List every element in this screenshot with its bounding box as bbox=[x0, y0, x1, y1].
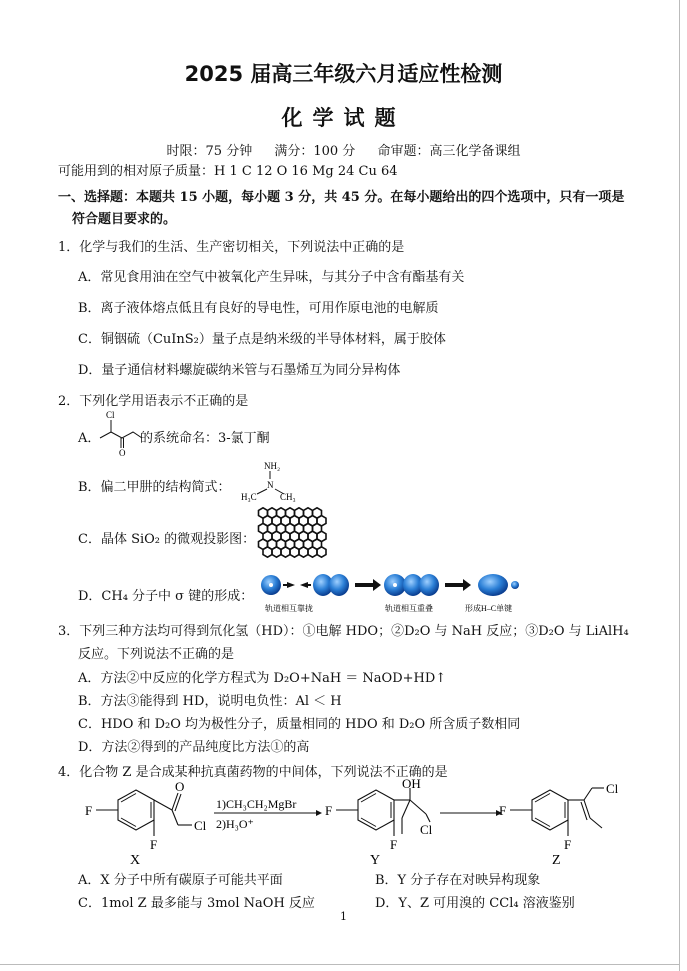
exam-title: 2025 届高三年级六月适应性检测 bbox=[184, 62, 503, 86]
question-3-stem-cont: 反应。下列说法不正确的是 bbox=[78, 647, 235, 662]
sio2-projection-lattice bbox=[258, 508, 324, 558]
q2-option-a-prefix: A． bbox=[78, 431, 101, 446]
q4-option-d: D．Y、Z 可用溴的 CCl₄ 溶液鉴别 bbox=[375, 896, 575, 911]
q2-option-d: D．CH₄ 分子中 σ 键的形成： bbox=[78, 589, 254, 604]
z-atom-f1: F bbox=[499, 803, 507, 818]
reagent-1: 1)CH₃CH₂MgBr bbox=[216, 797, 297, 811]
y-atom-oh: OH bbox=[402, 776, 421, 791]
y-atom-cl: Cl bbox=[420, 822, 433, 837]
lattice-hexagon bbox=[272, 547, 281, 557]
lattice-hexagon bbox=[299, 547, 308, 557]
y-atom-f1: F bbox=[325, 803, 333, 818]
q2-option-a-text: 的系统命名：3-氯丁酮 bbox=[140, 431, 270, 446]
reaction-scheme bbox=[80, 778, 640, 868]
lattice-hexagon bbox=[290, 547, 299, 557]
ch3-label: CH₃ bbox=[280, 492, 296, 502]
stage1-label: 轨道相互靠拢 bbox=[265, 604, 313, 613]
q1-option-b: B．离子液体熔点低且有良好的导电性，可用作原电池的电解质 bbox=[78, 301, 439, 316]
p-orbital-1b bbox=[329, 574, 349, 596]
sigma-bond-formation-diagram bbox=[255, 570, 525, 614]
authors: 命审题：高三化学备课组 bbox=[377, 144, 521, 159]
label-z: Z bbox=[552, 853, 561, 868]
reagent-2: 2)H₃O⁺ bbox=[216, 817, 254, 831]
full-score: 满分：100 分 bbox=[274, 144, 356, 159]
sigma-bond-orbital bbox=[478, 574, 508, 596]
q2-option-b: B．偏二甲肼的结构简式： bbox=[78, 480, 231, 495]
q1-option-d: D．量子通信材料螺旋碳纳米管与石墨烯互为同分异构体 bbox=[78, 363, 401, 378]
q1-option-c: C．铜铟硫（CuInS₂）量子点是纳米级的半导体材料，属于胶体 bbox=[78, 332, 446, 347]
q3-option-b: B．方法③能得到 HD，说明电负性：Al ＜ H bbox=[78, 694, 342, 709]
q4-option-c: C．1mol Z 最多能与 3mol NaOH 反应 bbox=[78, 896, 315, 911]
lattice-hexagon bbox=[317, 547, 326, 557]
y-atom-f2: F bbox=[390, 837, 398, 852]
time-limit: 时限：75 分钟 bbox=[166, 144, 253, 159]
h3c-label: H₃C bbox=[241, 492, 257, 502]
atomic-masses: 可能用到的相对原子质量：H 1 C 12 O 16 Mg 24 Cu 64 bbox=[58, 164, 398, 179]
z-atom-f2: F bbox=[564, 837, 572, 852]
page-border-bottom bbox=[0, 964, 680, 965]
nh2-label: NH₂ bbox=[264, 461, 281, 471]
molecule-y bbox=[325, 776, 433, 868]
lattice-hexagon bbox=[263, 547, 272, 557]
page-number: 1 bbox=[340, 910, 347, 923]
question-4-stem: 4．化合物 Z 是合成某种抗真菌药物的中间体，下列说法不正确的是 bbox=[58, 765, 448, 780]
stage3-label: 形成H–C单键 bbox=[465, 604, 513, 613]
dimethylhydrazine-structure bbox=[240, 460, 300, 502]
x-atom-o: O bbox=[175, 779, 185, 794]
section-heading-cont: 符合题目要求的。 bbox=[72, 212, 177, 227]
x-atom-cl: Cl bbox=[194, 818, 207, 833]
n-label: N bbox=[267, 480, 274, 490]
q2-option-c: C．晶体 SiO₂ 的微观投影图： bbox=[78, 532, 256, 547]
molecule-z bbox=[499, 781, 619, 868]
q3-option-a: A．方法②中反应的化学方程式为 D₂O+NaH ＝ NaOD+HD↑ bbox=[78, 671, 447, 686]
q3-option-c: C．HDO 和 D₂O 均为极性分子，质量相同的 HDO 和 D₂O 所含质子数相同 bbox=[78, 717, 521, 732]
molecule-x bbox=[85, 779, 207, 868]
label-x: X bbox=[130, 853, 141, 868]
exam-meta bbox=[0, 140, 687, 159]
lattice-hexagon bbox=[308, 547, 317, 557]
subject-title: 化学试题 bbox=[281, 106, 406, 130]
label-y: Y bbox=[370, 853, 381, 868]
question-2-stem: 2．下列化学用语表示不正确的是 bbox=[58, 394, 249, 409]
question-3-stem: 3．下列三种方法均可得到氘化氢（HD）：①电解 HDO；②D₂O 与 NaH 反应；③D₂O 与 LiAlH₄ bbox=[58, 624, 629, 639]
overlap-orbital-c bbox=[419, 574, 439, 596]
question-1-stem: 1．化学与我们的生活、生产密切相关，下列说法中正确的是 bbox=[58, 240, 405, 255]
q4-option-b: B．Y 分子存在对映异构现象 bbox=[375, 873, 541, 888]
x-atom-f2: F bbox=[150, 837, 158, 852]
stage2-label: 轨道相互重叠 bbox=[385, 604, 433, 613]
q3-option-d: D．方法②得到的产品纯度比方法①的高 bbox=[78, 740, 310, 755]
q1-option-a: A．常见食用油在空气中被氧化产生异味，与其分子中含有酯基有关 bbox=[78, 270, 465, 285]
section-heading: 一、选择题：本题共 15 小题，每小题 3 分，共 45 分。在每小题给出的四个选项中，只有一项是 bbox=[58, 190, 625, 205]
z-atom-cl: Cl bbox=[606, 781, 619, 796]
chloro-butanone-structure bbox=[98, 408, 143, 456]
lattice-hexagon bbox=[281, 547, 290, 557]
cl-label: Cl bbox=[106, 410, 115, 420]
q4-option-a: A．X 分子中所有碳原子可能共平面 bbox=[78, 873, 283, 888]
o-label: O bbox=[119, 448, 126, 458]
x-atom-f1: F bbox=[85, 803, 93, 818]
